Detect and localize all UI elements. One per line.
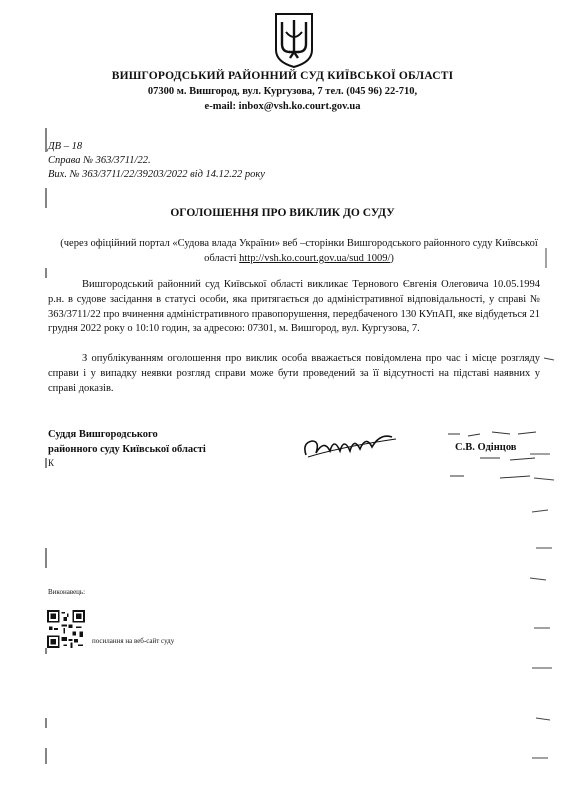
- judge-title-line-1: Суддя Вишгородського: [48, 429, 158, 440]
- judge-title-line-2: районного суду Київської області: [48, 444, 206, 455]
- court-address: 07300 м. Вишгород, вул. Кургузова, 7 тел. (045 96) 22-710,: [147, 86, 418, 97]
- document-code: ДВ – 18: [48, 141, 83, 152]
- handwritten-signature: [300, 425, 400, 465]
- case-number: Справа № 363/3711/22.: [48, 155, 151, 166]
- left-margin-scan-marks: [40, 128, 54, 788]
- court-email: e-mail: inbox@vsh.ko.court.gov.ua: [204, 101, 361, 112]
- court-website-link[interactable]: http://vsh.ko.court.gov.ua/sud 1009/: [239, 253, 391, 264]
- publication-source-text: (через офіційний портал «Судова влада України» веб –сторінки Вишгородського районного суду Київської області: [60, 238, 538, 264]
- margin-mark: К: [48, 458, 55, 468]
- consequences-paragraph: З опублікуванням оголошення про виклик особа вважається повідомлена про час і місце розгляду справи і у випадку неявки розгляд справи може бути проведений за її відсутності на підставі наявних у справі доказів.: [48, 353, 540, 394]
- coat-of-arms-icon: [272, 12, 316, 68]
- notice-title: ОГОЛОШЕННЯ ПРО ВИКЛИК ДО СУДУ: [170, 207, 395, 219]
- court-name: ВИШГОРОДСЬКИЙ РАЙОННИЙ СУД КИЇВСЬКОЇ ОБЛАСТІ: [111, 70, 454, 82]
- outgoing-number: Вих. № 363/3711/22/39203/2022 від 14.12.22 року: [48, 169, 265, 180]
- stamp-marks: [440, 428, 540, 488]
- judge-title: [48, 427, 206, 457]
- qr-caption: посилання на веб-сайт суду: [92, 637, 175, 645]
- right-margin-scan-marks: [526, 248, 556, 788]
- publication-source: [60, 236, 538, 266]
- executor-label: Виконавець:: [48, 588, 86, 596]
- publication-source-close: ): [390, 253, 394, 264]
- summons-paragraph: Вишгородський районний суд Київської області викликає Тернового Євгенія Олеговича 10.05.1994 р.н. в судове засідання в статусі особи, яка притягається до адміністративної відповідальності, у справі № 363/3711/22 про вчинення адміністративного правопорушення, передбаченого 130 КУпАП, яке відбудеться 21 грудня 2022 року о 10:10 годин, за адресою: 07301, м. Вишгород, вул. Кургузова, 7.: [48, 279, 540, 335]
- judge-name: С.В. Одінцов: [455, 442, 517, 453]
